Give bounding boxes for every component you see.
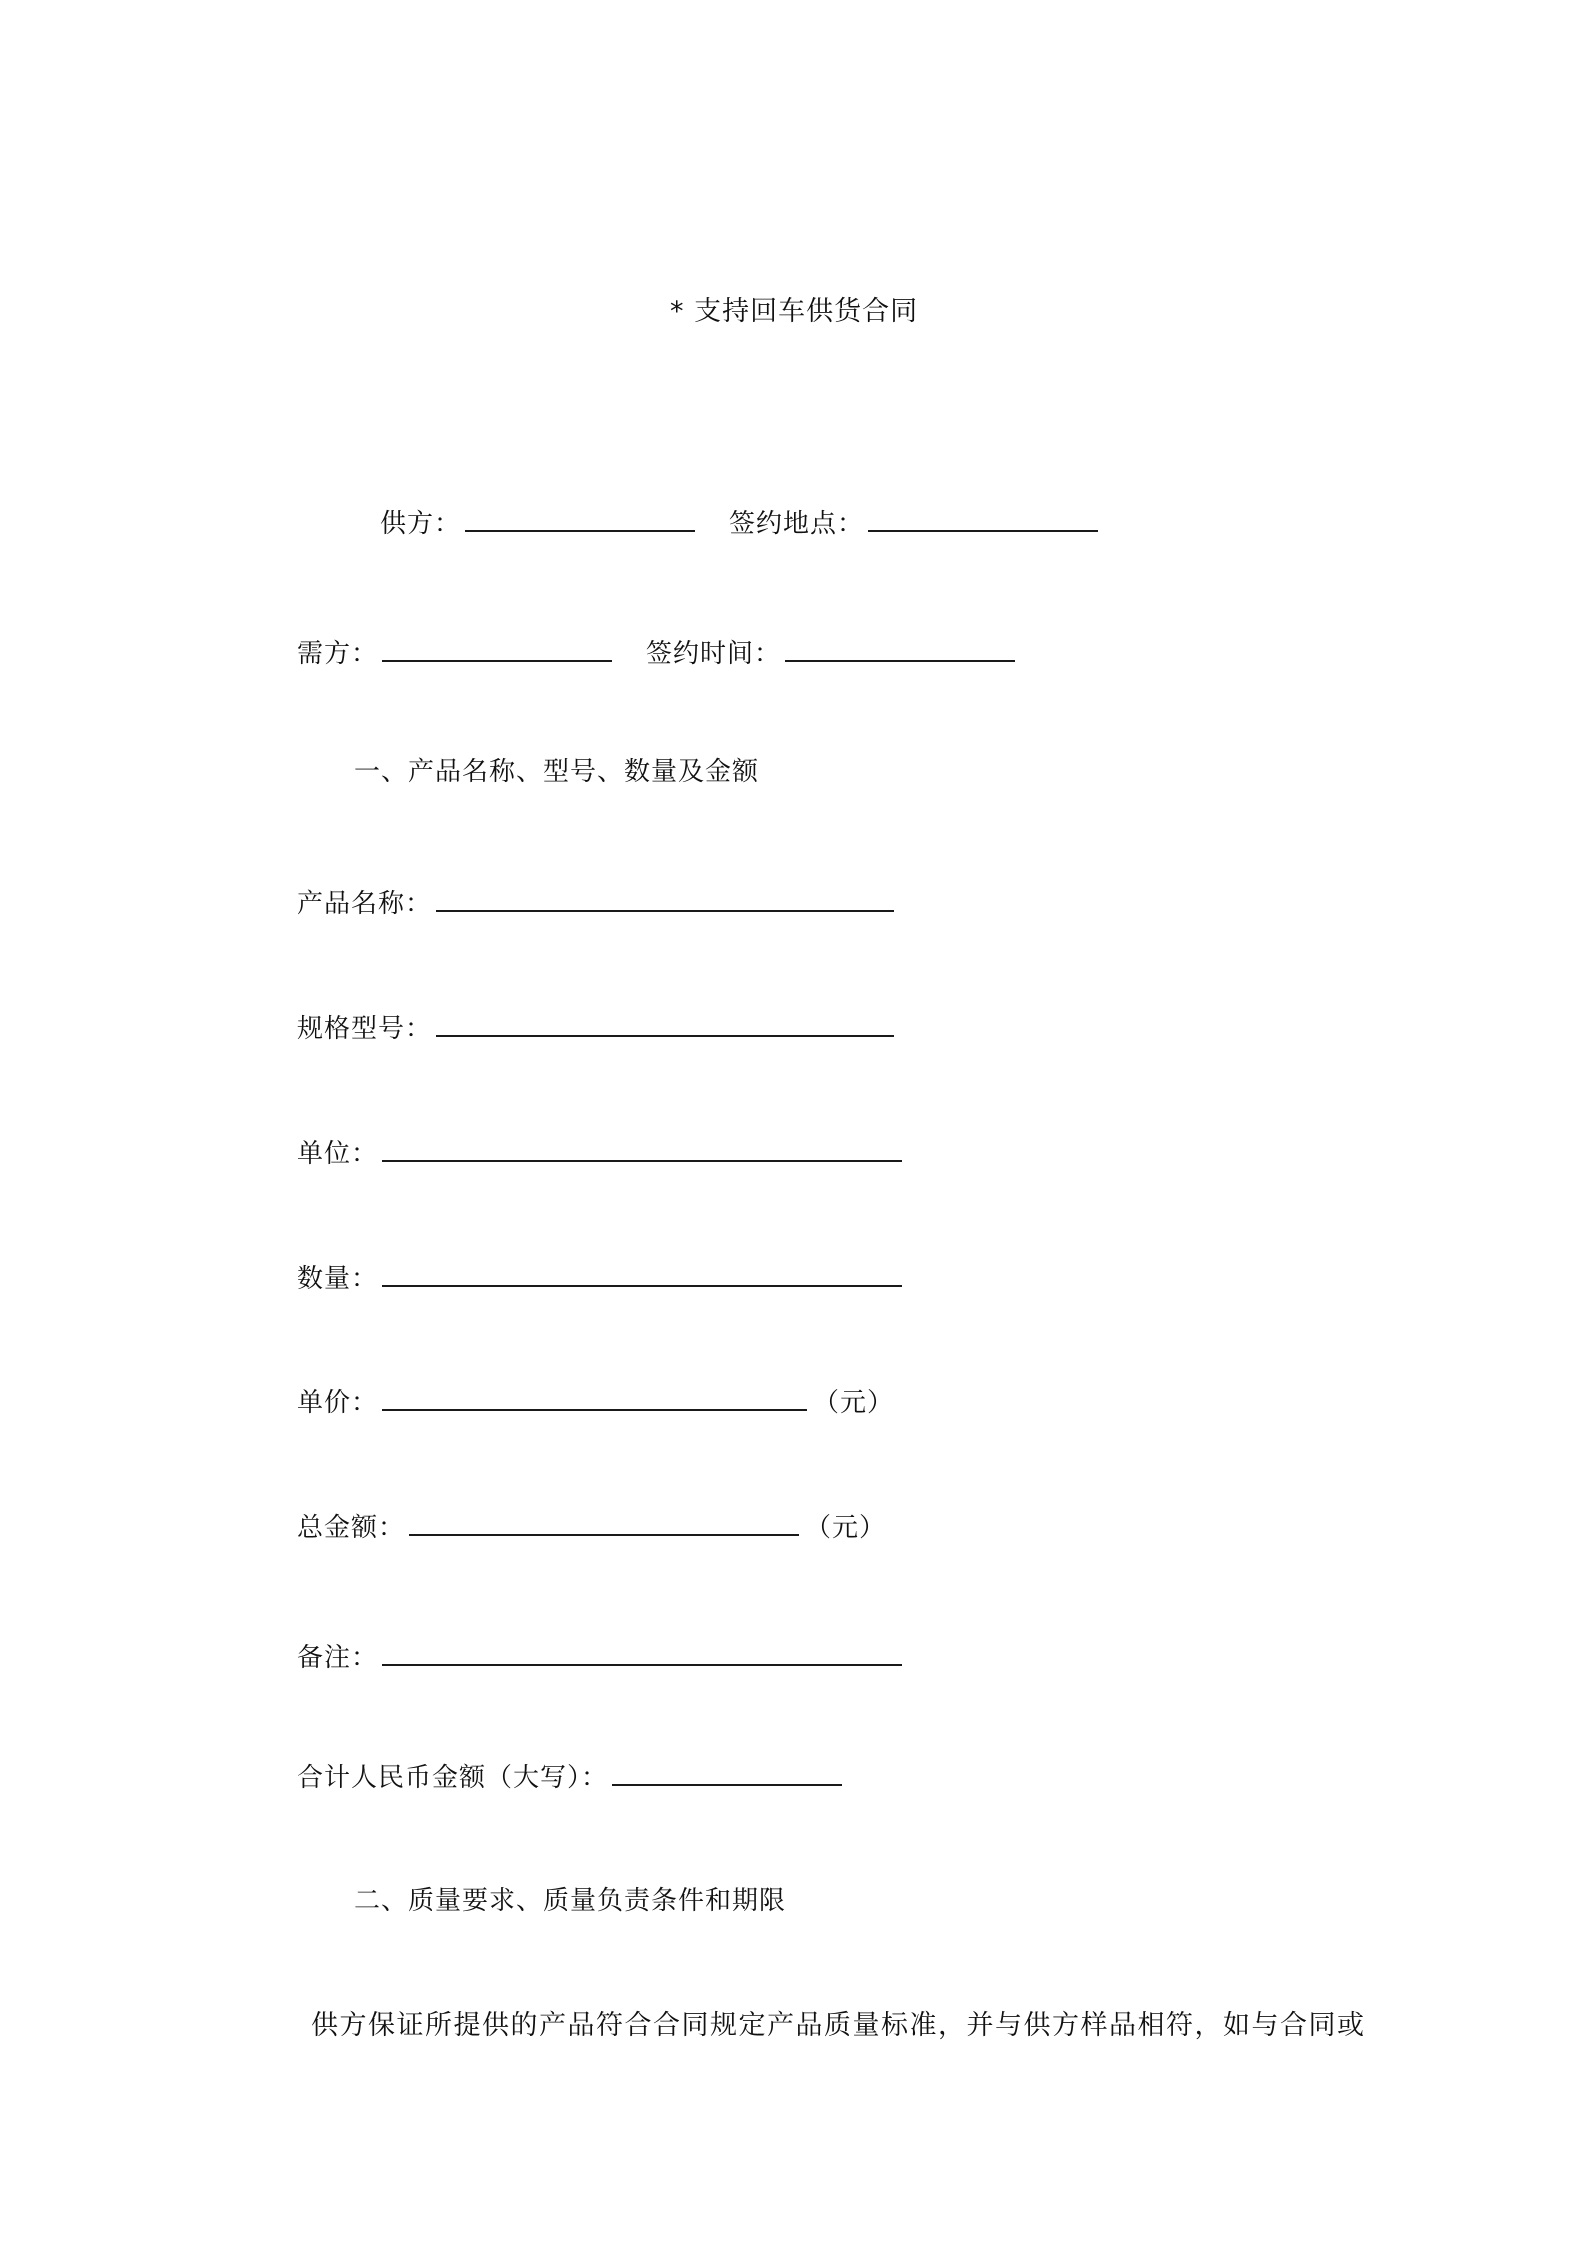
- sign-time-blank[interactable]: [785, 634, 1015, 662]
- buyer-label: 需方：: [297, 639, 379, 669]
- section-2-heading: 二、质量要求、质量负责条件和期限: [354, 1886, 787, 1916]
- remarks-label: 备注：: [297, 1643, 379, 1673]
- page-title: * 支持回车供货合同: [670, 296, 919, 327]
- unit-price-suffix: （元）: [813, 1388, 895, 1418]
- quantity-blank[interactable]: [382, 1259, 902, 1287]
- product-name-blank[interactable]: [436, 884, 894, 912]
- total-rmb-blank[interactable]: [612, 1758, 842, 1786]
- buyer-blank[interactable]: [382, 634, 612, 662]
- supplier-label: 供方：: [380, 509, 462, 539]
- section-1-heading: 一、产品名称、型号、数量及金额: [354, 757, 760, 787]
- sign-place-label: 签约地点：: [729, 509, 865, 539]
- unit-row: [297, 1134, 908, 1172]
- sign-place-blank[interactable]: [868, 504, 1098, 532]
- buyer-row: [297, 634, 1021, 672]
- spec-model-blank[interactable]: [436, 1009, 894, 1037]
- unit-price-label: 单价：: [297, 1388, 379, 1418]
- total-amount-suffix: （元）: [805, 1513, 887, 1543]
- unit-blank[interactable]: [382, 1134, 902, 1162]
- supplier-blank[interactable]: [465, 504, 695, 532]
- total-rmb-label: 合计人民币金额（大写）：: [297, 1763, 609, 1793]
- unit-label: 单位：: [297, 1139, 379, 1169]
- quantity-label: 数量：: [297, 1264, 379, 1294]
- sign-time-label: 签约时间：: [646, 639, 782, 669]
- total-rmb-row: [297, 1758, 848, 1796]
- remarks-blank[interactable]: [382, 1638, 902, 1666]
- supplier-row: [380, 504, 1104, 542]
- total-amount-row: [297, 1508, 886, 1546]
- unit-price-row: [297, 1383, 894, 1421]
- section-2-paragraph: 供方保证所提供的产品符合合同规定产品质量标准，并与供方样品相符，如与合同或: [311, 2010, 1366, 2041]
- total-amount-blank[interactable]: [409, 1508, 799, 1536]
- remarks-row: [297, 1638, 908, 1676]
- product-name-row: [297, 884, 900, 922]
- quantity-row: [297, 1259, 908, 1297]
- spec-model-label: 规格型号：: [297, 1014, 433, 1044]
- spec-model-row: [297, 1009, 900, 1047]
- unit-price-blank[interactable]: [382, 1383, 807, 1411]
- product-name-label: 产品名称：: [297, 889, 433, 919]
- total-amount-label: 总金额：: [297, 1513, 406, 1543]
